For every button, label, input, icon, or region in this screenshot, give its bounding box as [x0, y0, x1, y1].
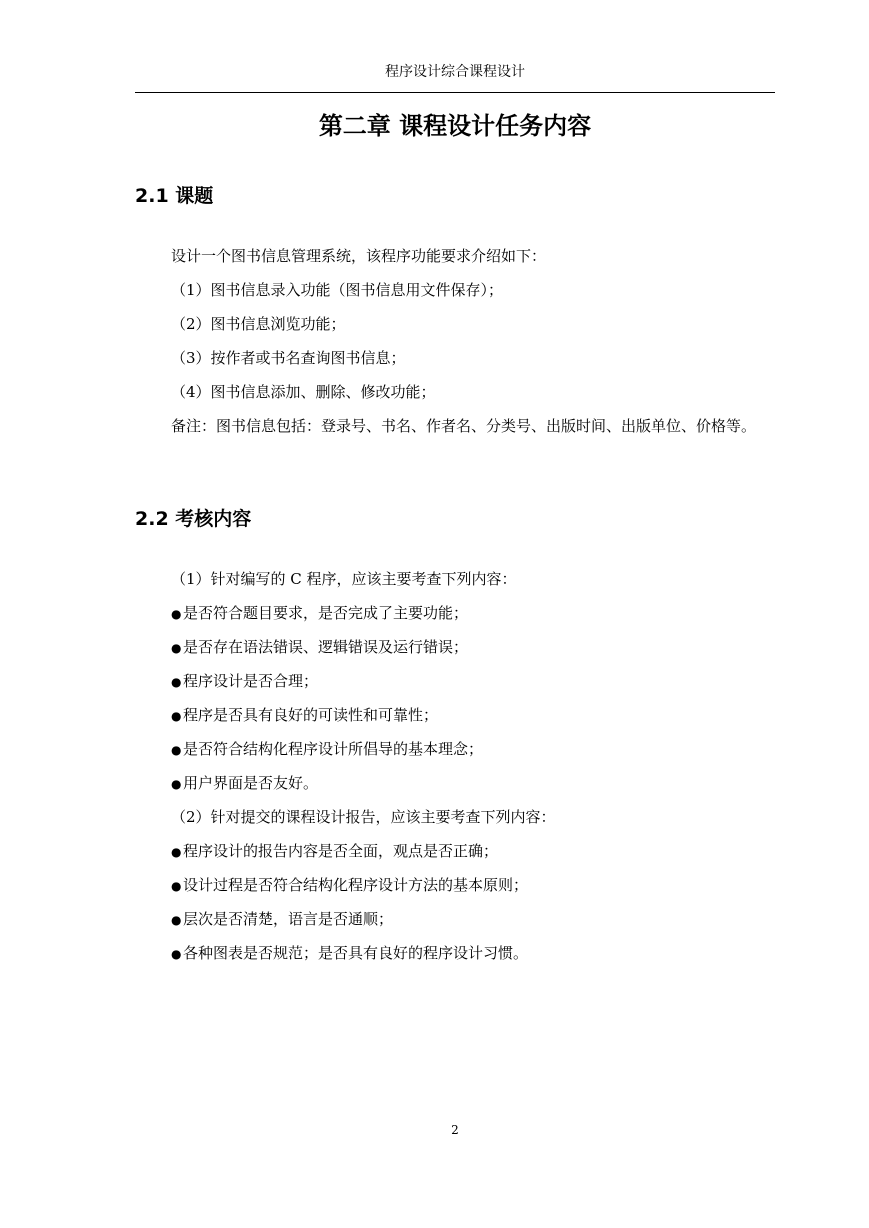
section-heading-2-1: 2.1 课题 — [135, 185, 214, 207]
list-item — [135, 834, 775, 868]
list-item-text: 用户界面是否友好。 — [183, 774, 319, 792]
bullet-icon: ● — [171, 709, 182, 723]
list-item-text: 设计过程是否符合结构化程序设计方法的基本原则； — [183, 876, 529, 894]
list-item — [135, 936, 775, 970]
list-item-text: 程序设计是否合理； — [183, 672, 319, 690]
bullet-icon: ● — [171, 845, 182, 859]
bullet-icon: ● — [171, 641, 182, 655]
list-item-text: 是否存在语法错误、逻辑错误及运行错误； — [183, 638, 469, 656]
requirement-item: （4）图书信息添加、删除、修改功能； — [171, 383, 436, 401]
page-number: 2 — [451, 1123, 459, 1137]
bullet-icon: ● — [171, 913, 182, 927]
list-item-text: 层次是否清楚，语言是否通顺； — [183, 910, 394, 928]
note-paragraph: 备注：图书信息包括：登录号、书名、作者名、分类号、出版时间、出版单位、价格等。 — [171, 417, 757, 435]
requirement-item: （1）图书信息录入功能（图书信息用文件保存）； — [171, 281, 504, 299]
chapter-title: 第二章 课程设计任务内容 — [318, 112, 592, 140]
requirement-item: （2）图书信息浏览功能； — [171, 315, 346, 333]
list-item-text: 程序设计的报告内容是否全面，观点是否正确； — [183, 842, 499, 860]
section-body-2-2 — [135, 562, 775, 970]
bullet-icon: ● — [171, 879, 182, 893]
list-item — [135, 664, 775, 698]
list-item-text: 程序是否具有良好的可读性和可靠性； — [183, 706, 439, 724]
list-item — [135, 766, 775, 800]
bullet-icon: ● — [171, 743, 182, 757]
list-item — [135, 630, 775, 664]
list-item — [135, 902, 775, 936]
bullet-icon: ● — [171, 675, 182, 689]
list-item — [135, 596, 775, 630]
list-item-text: 各种图表是否规范；是否具有良好的程序设计习惯。 — [183, 944, 529, 962]
list-item — [135, 868, 775, 902]
section-intro: 设计一个图书信息管理系统，该程序功能要求介绍如下： — [171, 247, 547, 265]
requirement-item: （3）按作者或书名查询图书信息； — [171, 349, 406, 367]
header-rule — [135, 92, 775, 93]
bullet-icon: ● — [171, 607, 182, 621]
list-item — [135, 732, 775, 766]
assessment-part-title: （1）针对编写的 C 程序，应该主要考查下列内容： — [171, 570, 517, 588]
assessment-part-title: （2）针对提交的课程设计报告，应该主要考查下列内容： — [171, 808, 556, 826]
bullet-icon: ● — [171, 777, 182, 791]
bullet-icon: ● — [171, 947, 182, 961]
list-item-text: 是否符合题目要求，是否完成了主要功能； — [183, 604, 469, 622]
section-body-2-1 — [135, 239, 775, 443]
running-header: 程序设计综合课程设计 — [385, 64, 525, 80]
list-item-text: 是否符合结构化程序设计所倡导的基本理念； — [183, 740, 484, 758]
section-heading-2-2: 2.2 考核内容 — [135, 508, 252, 530]
list-item — [135, 698, 775, 732]
